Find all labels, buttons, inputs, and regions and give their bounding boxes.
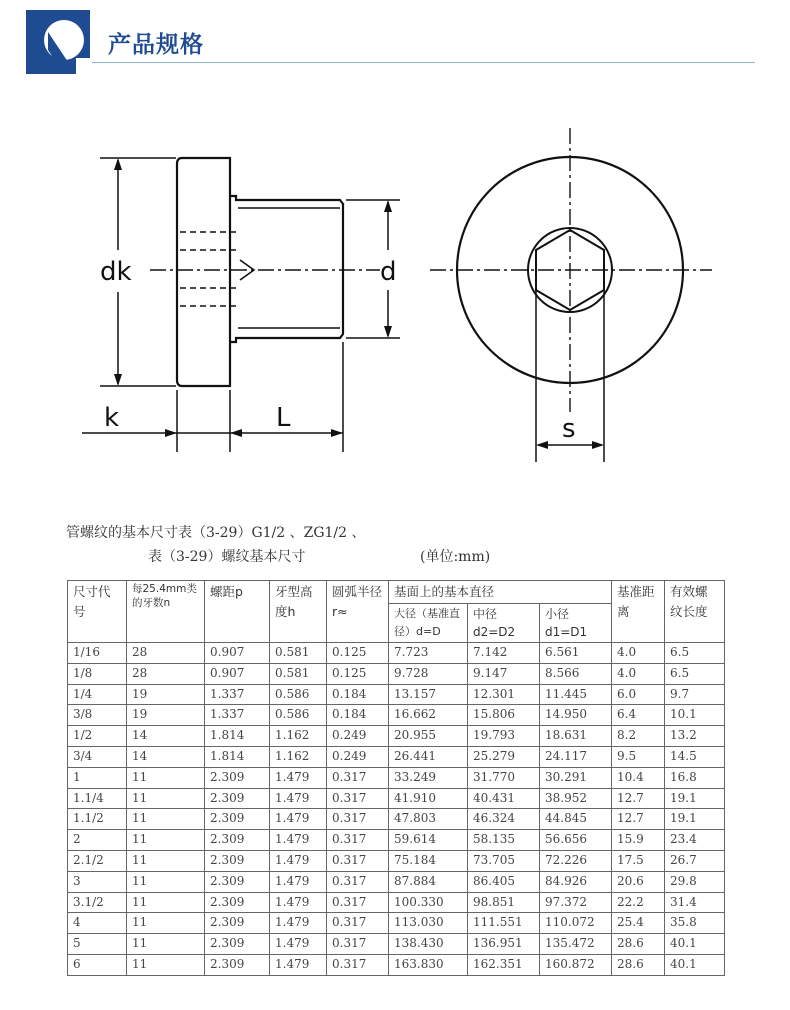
table-cell: 28 (127, 663, 205, 684)
header-major-diameter: 大径（基准直径）d=D (389, 604, 468, 643)
table-cell: 13.2 (665, 726, 725, 747)
dk-label: dk (100, 257, 132, 287)
table-cell: 31.770 (468, 767, 540, 788)
table-cell: 135.472 (540, 934, 612, 955)
table-cell: 3/4 (68, 746, 127, 767)
table-cell: 1.1/4 (68, 788, 127, 809)
table-cell: 11 (127, 913, 205, 934)
table-cell: 0.317 (327, 871, 389, 892)
table-row (68, 809, 725, 830)
table-cell: 1 (68, 767, 127, 788)
header-tpi: 每25.4mm类的牙数n (127, 581, 205, 643)
table-cell: 72.226 (540, 850, 612, 871)
table-cell: 30.291 (540, 767, 612, 788)
table-cell: 84.926 (540, 871, 612, 892)
table-cell: 40.1 (665, 934, 725, 955)
header-height: 牙型高度h (270, 581, 327, 643)
table-cell: 0.581 (270, 643, 327, 664)
table-cell: 2.309 (205, 913, 270, 934)
table-cell: 9.5 (612, 746, 665, 767)
table-cell: 1.1/2 (68, 809, 127, 830)
table-cell: 0.317 (327, 788, 389, 809)
table-cell: 97.372 (540, 892, 612, 913)
table-cell: 3 (68, 871, 127, 892)
table-cell: 1.479 (270, 788, 327, 809)
d-label: d (380, 257, 397, 287)
table-cell: 0.317 (327, 830, 389, 851)
table-row (68, 663, 725, 684)
page-title: 产品规格 (108, 32, 204, 58)
table-cell: 2.309 (205, 788, 270, 809)
table-cell: 1/2 (68, 726, 127, 747)
header-ref-distance: 基准距离 (612, 581, 665, 643)
table-cell: 0.317 (327, 767, 389, 788)
table-cell: 33.249 (389, 767, 468, 788)
table-cell: 11 (127, 809, 205, 830)
table-cell: 14 (127, 726, 205, 747)
header-radius: 圆弧半径r≈ (327, 581, 389, 643)
table-cell: 2 (68, 830, 127, 851)
table-cell: 7.142 (468, 643, 540, 664)
table-row (68, 767, 725, 788)
L-label: L (276, 403, 291, 433)
table-cell: 14.5 (665, 746, 725, 767)
table-cell: 86.405 (468, 871, 540, 892)
table-cell: 1/4 (68, 684, 127, 705)
table-cell: 0.317 (327, 913, 389, 934)
table-row (68, 705, 725, 726)
header-divider (92, 62, 755, 63)
pitch-dia-title: 中径 (473, 607, 498, 621)
table-row (68, 830, 725, 851)
table-cell: 25.4 (612, 913, 665, 934)
table-cell: 75.184 (389, 850, 468, 871)
table-cell: 47.803 (389, 809, 468, 830)
table-cell: 0.125 (327, 643, 389, 664)
table-cell: 73.705 (468, 850, 540, 871)
table-cell: 26.441 (389, 746, 468, 767)
table-cell: 9.728 (389, 663, 468, 684)
table-cell: 162.351 (468, 954, 540, 975)
header-basic-diameter: 基面上的基本直径 (389, 581, 612, 604)
table-cell: 0.249 (327, 726, 389, 747)
table-cell: 1.479 (270, 871, 327, 892)
table-cell: 1.814 (205, 726, 270, 747)
table-cell: 0.184 (327, 705, 389, 726)
table-cell: 19.793 (468, 726, 540, 747)
table-row (68, 643, 725, 664)
table-cell: 138.430 (389, 934, 468, 955)
table-cell: 3.1/2 (68, 892, 127, 913)
table-cell: 0.125 (327, 663, 389, 684)
header-minor-diameter (540, 604, 612, 643)
table-cell: 160.872 (540, 954, 612, 975)
table-cell: 26.7 (665, 850, 725, 871)
table-cell: 19 (127, 705, 205, 726)
table-cell: 0.184 (327, 684, 389, 705)
table-cell: 1.162 (270, 726, 327, 747)
table-cell: 17.5 (612, 850, 665, 871)
table-cell: 111.551 (468, 913, 540, 934)
table-row (68, 850, 725, 871)
table-cell: 11 (127, 830, 205, 851)
table-cell: 20.955 (389, 726, 468, 747)
table-cell: 4.0 (612, 643, 665, 664)
header-pitch-diameter (468, 604, 540, 643)
table-cell: 0.317 (327, 934, 389, 955)
table-cell: 9.147 (468, 663, 540, 684)
table-cell: 6 (68, 954, 127, 975)
unit-label: (单位:mm) (420, 549, 491, 565)
side-view (177, 158, 343, 386)
plug-technical-drawing (0, 100, 790, 480)
table-cell: 11 (127, 788, 205, 809)
table-cell: 1.479 (270, 830, 327, 851)
k-L-dimension (82, 342, 343, 452)
table-row (68, 746, 725, 767)
table-cell: 22.2 (612, 892, 665, 913)
table-cell: 110.072 (540, 913, 612, 934)
table-body (68, 643, 725, 976)
table-row (68, 726, 725, 747)
table-cell: 100.330 (389, 892, 468, 913)
table-cell: 11 (127, 767, 205, 788)
table-row (68, 684, 725, 705)
table-cell: 12.7 (612, 809, 665, 830)
table-cell: 14 (127, 746, 205, 767)
table-cell: 40.431 (468, 788, 540, 809)
header-size: 尺寸代号 (68, 581, 127, 643)
table-cell: 46.324 (468, 809, 540, 830)
table-row (68, 788, 725, 809)
table-cell: 5 (68, 934, 127, 955)
table-cell: 11 (127, 892, 205, 913)
table-subcaption: 表（3-29）螺纹基本尺寸 (148, 549, 306, 565)
table-cell: 41.910 (389, 788, 468, 809)
table-cell: 28.6 (612, 934, 665, 955)
table-cell: 19 (127, 684, 205, 705)
table-cell: 1.337 (205, 705, 270, 726)
table-cell: 0.586 (270, 705, 327, 726)
table-cell: 13.157 (389, 684, 468, 705)
table-cell: 113.030 (389, 913, 468, 934)
table-cell: 6.561 (540, 643, 612, 664)
thread-spec-table (67, 580, 725, 976)
table-row (68, 954, 725, 975)
end-view (430, 128, 712, 412)
table-cell: 11 (127, 954, 205, 975)
table-cell: 59.614 (389, 830, 468, 851)
company-logo (26, 10, 90, 74)
header-pitch: 螺距p (205, 581, 270, 643)
table-cell: 6.5 (665, 643, 725, 664)
table-cell: 16.662 (389, 705, 468, 726)
table-cell: 35.8 (665, 913, 725, 934)
table-cell: 11 (127, 934, 205, 955)
table-cell: 1.337 (205, 684, 270, 705)
pitch-dia-symbol: d2=D2 (473, 625, 516, 639)
table-cell: 58.135 (468, 830, 540, 851)
table-cell: 98.851 (468, 892, 540, 913)
table-cell: 25.279 (468, 746, 540, 767)
table-cell: 6.0 (612, 684, 665, 705)
table-cell: 4 (68, 913, 127, 934)
table-cell: 0.907 (205, 663, 270, 684)
table-cell: 0.317 (327, 809, 389, 830)
table-cell: 1.479 (270, 892, 327, 913)
table-cell: 38.952 (540, 788, 612, 809)
table-cell: 19.1 (665, 788, 725, 809)
table-cell: 1/16 (68, 643, 127, 664)
table-row (68, 934, 725, 955)
s-label: s (562, 414, 576, 444)
table-cell: 56.656 (540, 830, 612, 851)
table-cell: 0.907 (205, 643, 270, 664)
table-cell: 6.4 (612, 705, 665, 726)
table-cell: 14.950 (540, 705, 612, 726)
table-cell: 163.830 (389, 954, 468, 975)
table-cell: 0.317 (327, 892, 389, 913)
page-header (0, 0, 790, 80)
table-cell: 24.117 (540, 746, 612, 767)
table-cell: 8.566 (540, 663, 612, 684)
table-row (68, 913, 725, 934)
minor-dia-symbol: d1=D1 (545, 625, 588, 639)
table-cell: 1.479 (270, 954, 327, 975)
table-row (68, 892, 725, 913)
table-cell: 6.5 (665, 663, 725, 684)
table-cell: 15.806 (468, 705, 540, 726)
table-cell: 2.309 (205, 871, 270, 892)
table-cell: 18.631 (540, 726, 612, 747)
table-row (68, 871, 725, 892)
table-cell: 2.309 (205, 830, 270, 851)
table-cell: 1.814 (205, 746, 270, 767)
table-cell: 12.7 (612, 788, 665, 809)
table-cell: 0.317 (327, 850, 389, 871)
table-cell: 11 (127, 871, 205, 892)
table-cell: 1.479 (270, 767, 327, 788)
table-cell: 2.309 (205, 934, 270, 955)
table-cell: 0.586 (270, 684, 327, 705)
table-cell: 11 (127, 850, 205, 871)
table-cell: 2.309 (205, 892, 270, 913)
table-cell: 1.162 (270, 746, 327, 767)
table-cell: 9.7 (665, 684, 725, 705)
table-cell: 1.479 (270, 934, 327, 955)
table-cell: 87.884 (389, 871, 468, 892)
table-cell: 2.1/2 (68, 850, 127, 871)
table-cell: 10.4 (612, 767, 665, 788)
table-cell: 1.479 (270, 850, 327, 871)
table-cell: 16.8 (665, 767, 725, 788)
table-cell: 2.309 (205, 954, 270, 975)
table-cell: 40.1 (665, 954, 725, 975)
table-cell: 20.6 (612, 871, 665, 892)
table-cell: 1/8 (68, 663, 127, 684)
table-cell: 31.4 (665, 892, 725, 913)
table-caption: 管螺纹的基本尺寸表（3-29）G1/2 、ZG1/2 、 (66, 525, 366, 541)
table-cell: 28 (127, 643, 205, 664)
minor-dia-title: 小径 (545, 607, 570, 621)
table-cell: 1.479 (270, 809, 327, 830)
table-cell: 11.445 (540, 684, 612, 705)
table-cell: 2.309 (205, 809, 270, 830)
table-cell: 10.1 (665, 705, 725, 726)
table-cell: 15.9 (612, 830, 665, 851)
table-cell: 28.6 (612, 954, 665, 975)
table-cell: 12.301 (468, 684, 540, 705)
table-cell: 0.581 (270, 663, 327, 684)
header-effective-length: 有效螺纹长度 (665, 581, 725, 643)
table-cell: 0.317 (327, 954, 389, 975)
table-cell: 0.249 (327, 746, 389, 767)
table-cell: 2.309 (205, 850, 270, 871)
table-cell: 3/8 (68, 705, 127, 726)
table-cell: 29.8 (665, 871, 725, 892)
table-cell: 136.951 (468, 934, 540, 955)
table-cell: 7.723 (389, 643, 468, 664)
table-cell: 23.4 (665, 830, 725, 851)
k-label: k (104, 403, 120, 433)
table-cell: 1.479 (270, 913, 327, 934)
table-cell: 4.0 (612, 663, 665, 684)
table-cell: 19.1 (665, 809, 725, 830)
table-cell: 8.2 (612, 726, 665, 747)
table-cell: 2.309 (205, 767, 270, 788)
table-cell: 44.845 (540, 809, 612, 830)
